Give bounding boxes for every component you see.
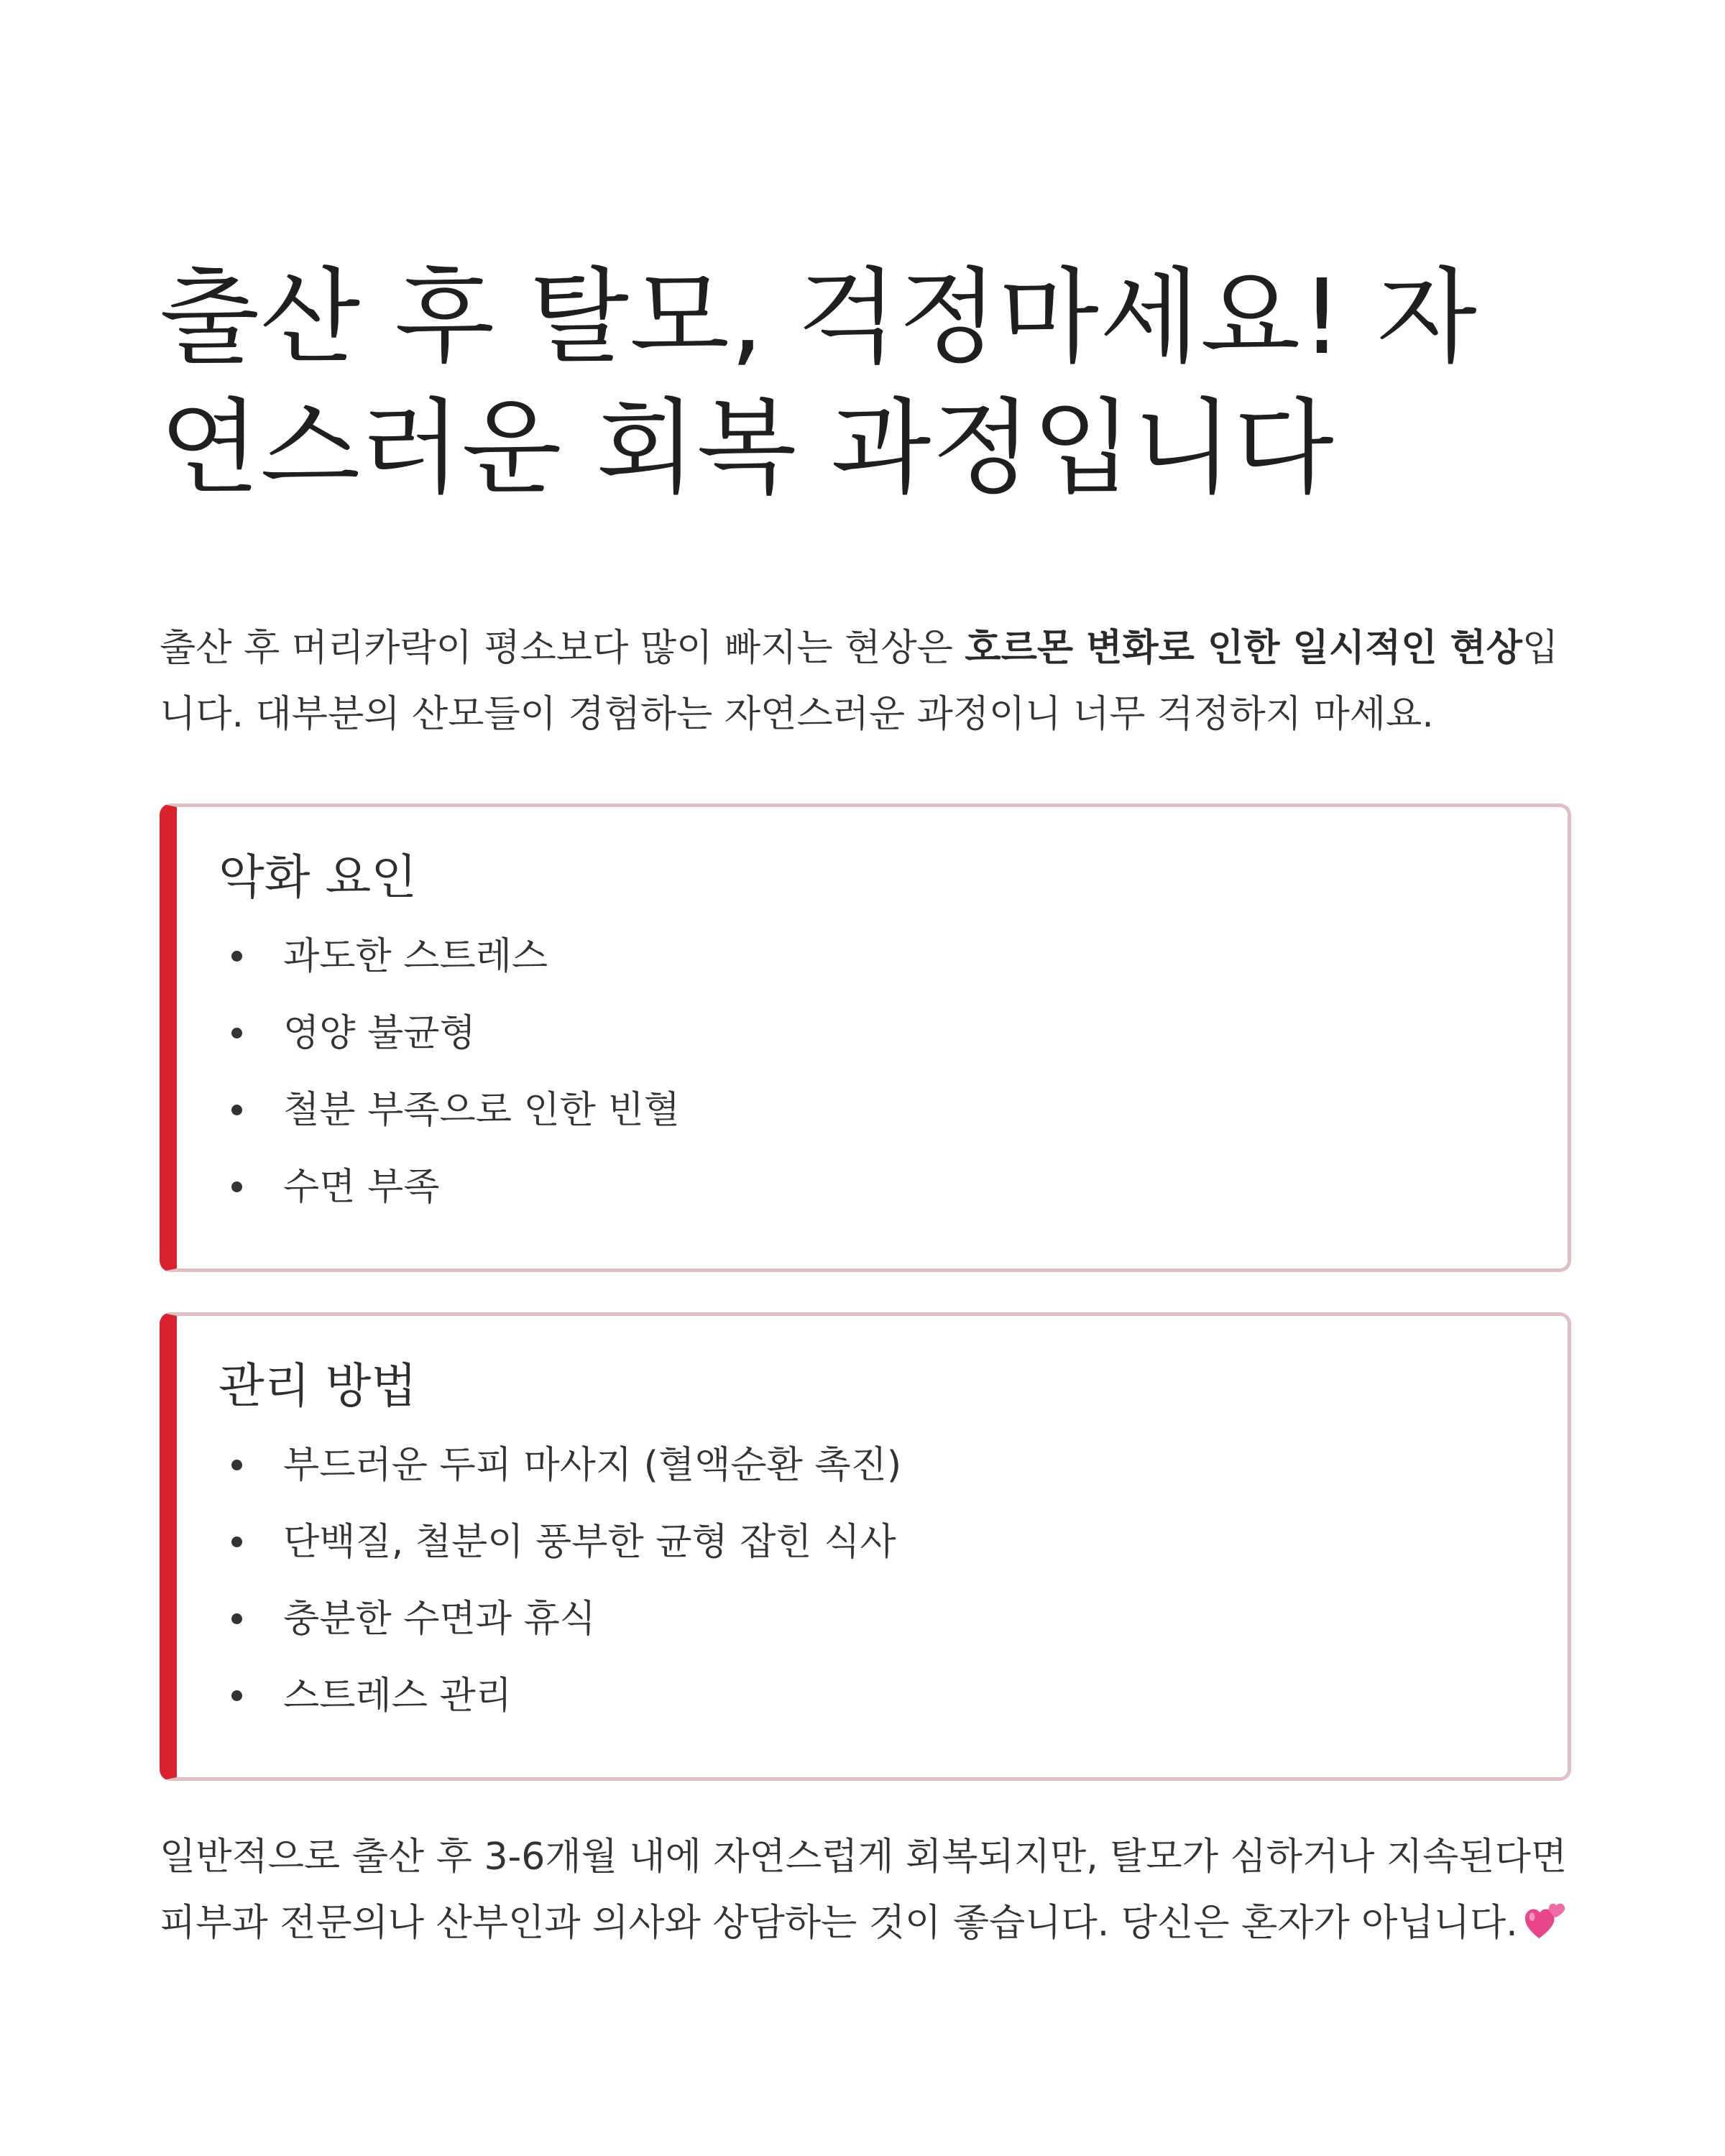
list-item [218,1161,1517,1238]
list-item-text: 충분한 수면과 휴식 [283,1598,596,1641]
intro-highlight: 호르몬 변화로 인한 일시적인 현상 [965,627,1523,670]
list-item-text: 영양 불균형 [283,1012,476,1055]
list-item [218,1593,1517,1670]
closing-text: 일반적으로 출산 후 3-6개월 내에 자연스럽게 회복되지만, 탈모가 심하거나 지속된다면 피부과 전문의나 산부인과 의사와 상담하는 것이 좋습니다. 당신은 혼자가 아닙니다. [160,1835,1568,1945]
list-item-text: 스트레스 관리 [283,1674,512,1718]
intro-text-after: 입니다. 대부분의 산모들이 경험하는 자연스러운 과정이니 너무 걱정하지 마세요. [160,627,1559,736]
care-methods-card [160,1312,1571,1781]
bullet-icon [231,1613,242,1624]
aggravating-factors-list [218,931,1517,1238]
intro-paragraph [160,615,1571,747]
list-item-text: 철분 부족으로 인한 빈혈 [283,1089,680,1132]
list-item [218,1084,1517,1161]
aggravating-factors-heading: 악화 요인 [218,849,418,905]
bullet-icon [231,1690,242,1701]
care-methods-list [218,1439,1517,1747]
two-hearts-icon [1524,1898,1568,1943]
bullet-icon [231,1028,242,1038]
list-item [218,931,1517,1008]
bullet-icon [231,1105,242,1115]
aggravating-factors-card [160,803,1571,1272]
list-item [218,1516,1517,1593]
intro-text-before: 출산 후 머리카락이 평소보다 많이 빠지는 현상은 [160,627,965,670]
closing-paragraph [160,1824,1571,1956]
list-item-text: 부드러운 두피 마사지 (혈액순환 촉진) [283,1444,902,1487]
list-item [218,1670,1517,1747]
bullet-icon [231,951,242,962]
bullet-icon [231,1537,242,1547]
list-item-text: 수면 부족 [283,1166,440,1209]
bullet-icon [231,1181,242,1192]
bullet-icon [231,1460,242,1470]
list-item-text: 과도한 스트레스 [283,935,548,978]
page-title: 출산 후 탈모, 걱정마세요! 자연스러운 회복 과정입니다 [160,257,1478,508]
list-item [218,1439,1517,1516]
care-methods-heading: 관리 방법 [218,1358,418,1414]
list-item-text: 단백질, 철분이 풍부한 균형 잡힌 식사 [283,1521,896,1564]
list-item [218,1008,1517,1084]
